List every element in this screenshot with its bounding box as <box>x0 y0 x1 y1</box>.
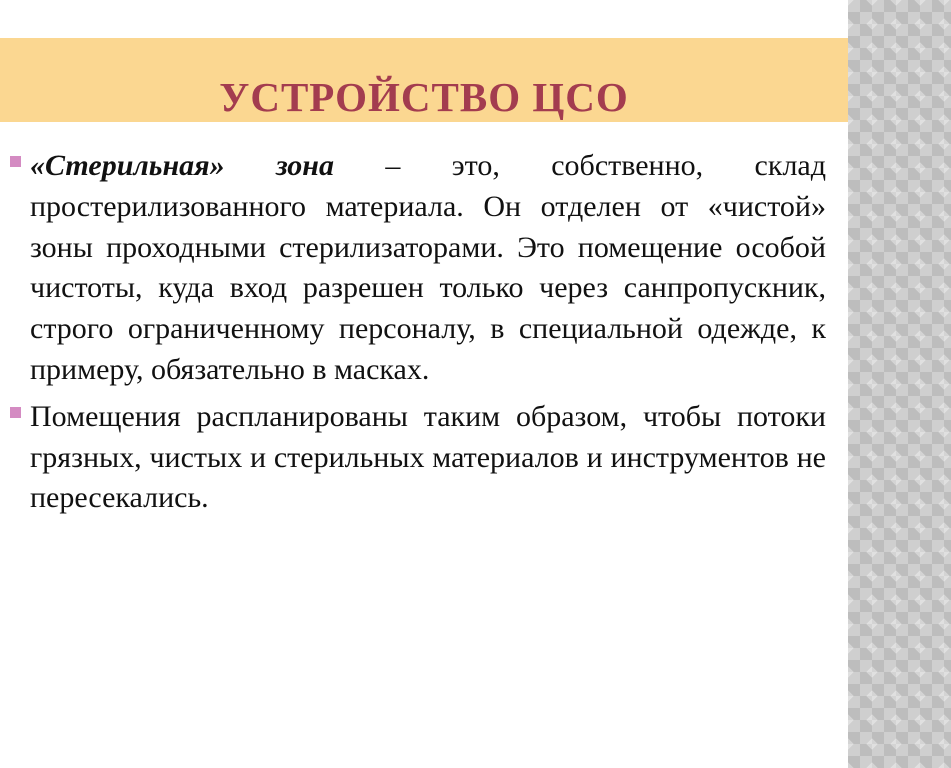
slide-title: УСТРОЙСТВО ЦСО <box>219 74 629 120</box>
decorative-pattern-strip <box>848 0 951 768</box>
slide-content <box>8 146 826 525</box>
bullet-item-sterile-zone <box>8 146 826 391</box>
bullet-item-room-layout <box>8 397 826 519</box>
bullet-text: – это, собственно, склад простерилизованного материала. Он отделен от «чистой» зоны проходными стерилизаторами. Это помещение особой чистоты, куда вход разрешен только через санпропускник, строго ограниченному персоналу, в специальной одежде, к примеру, обязательно в масках. <box>30 149 826 386</box>
bullet-text: Помещения распланированы таким образом, чтобы потоки грязных, чистых и стерильных материалов и инструментов не пересекались. <box>30 399 826 515</box>
square-bullet-icon <box>10 407 21 418</box>
square-bullet-icon <box>10 156 21 167</box>
bullet-term: «Стерильная» зона <box>30 149 334 182</box>
